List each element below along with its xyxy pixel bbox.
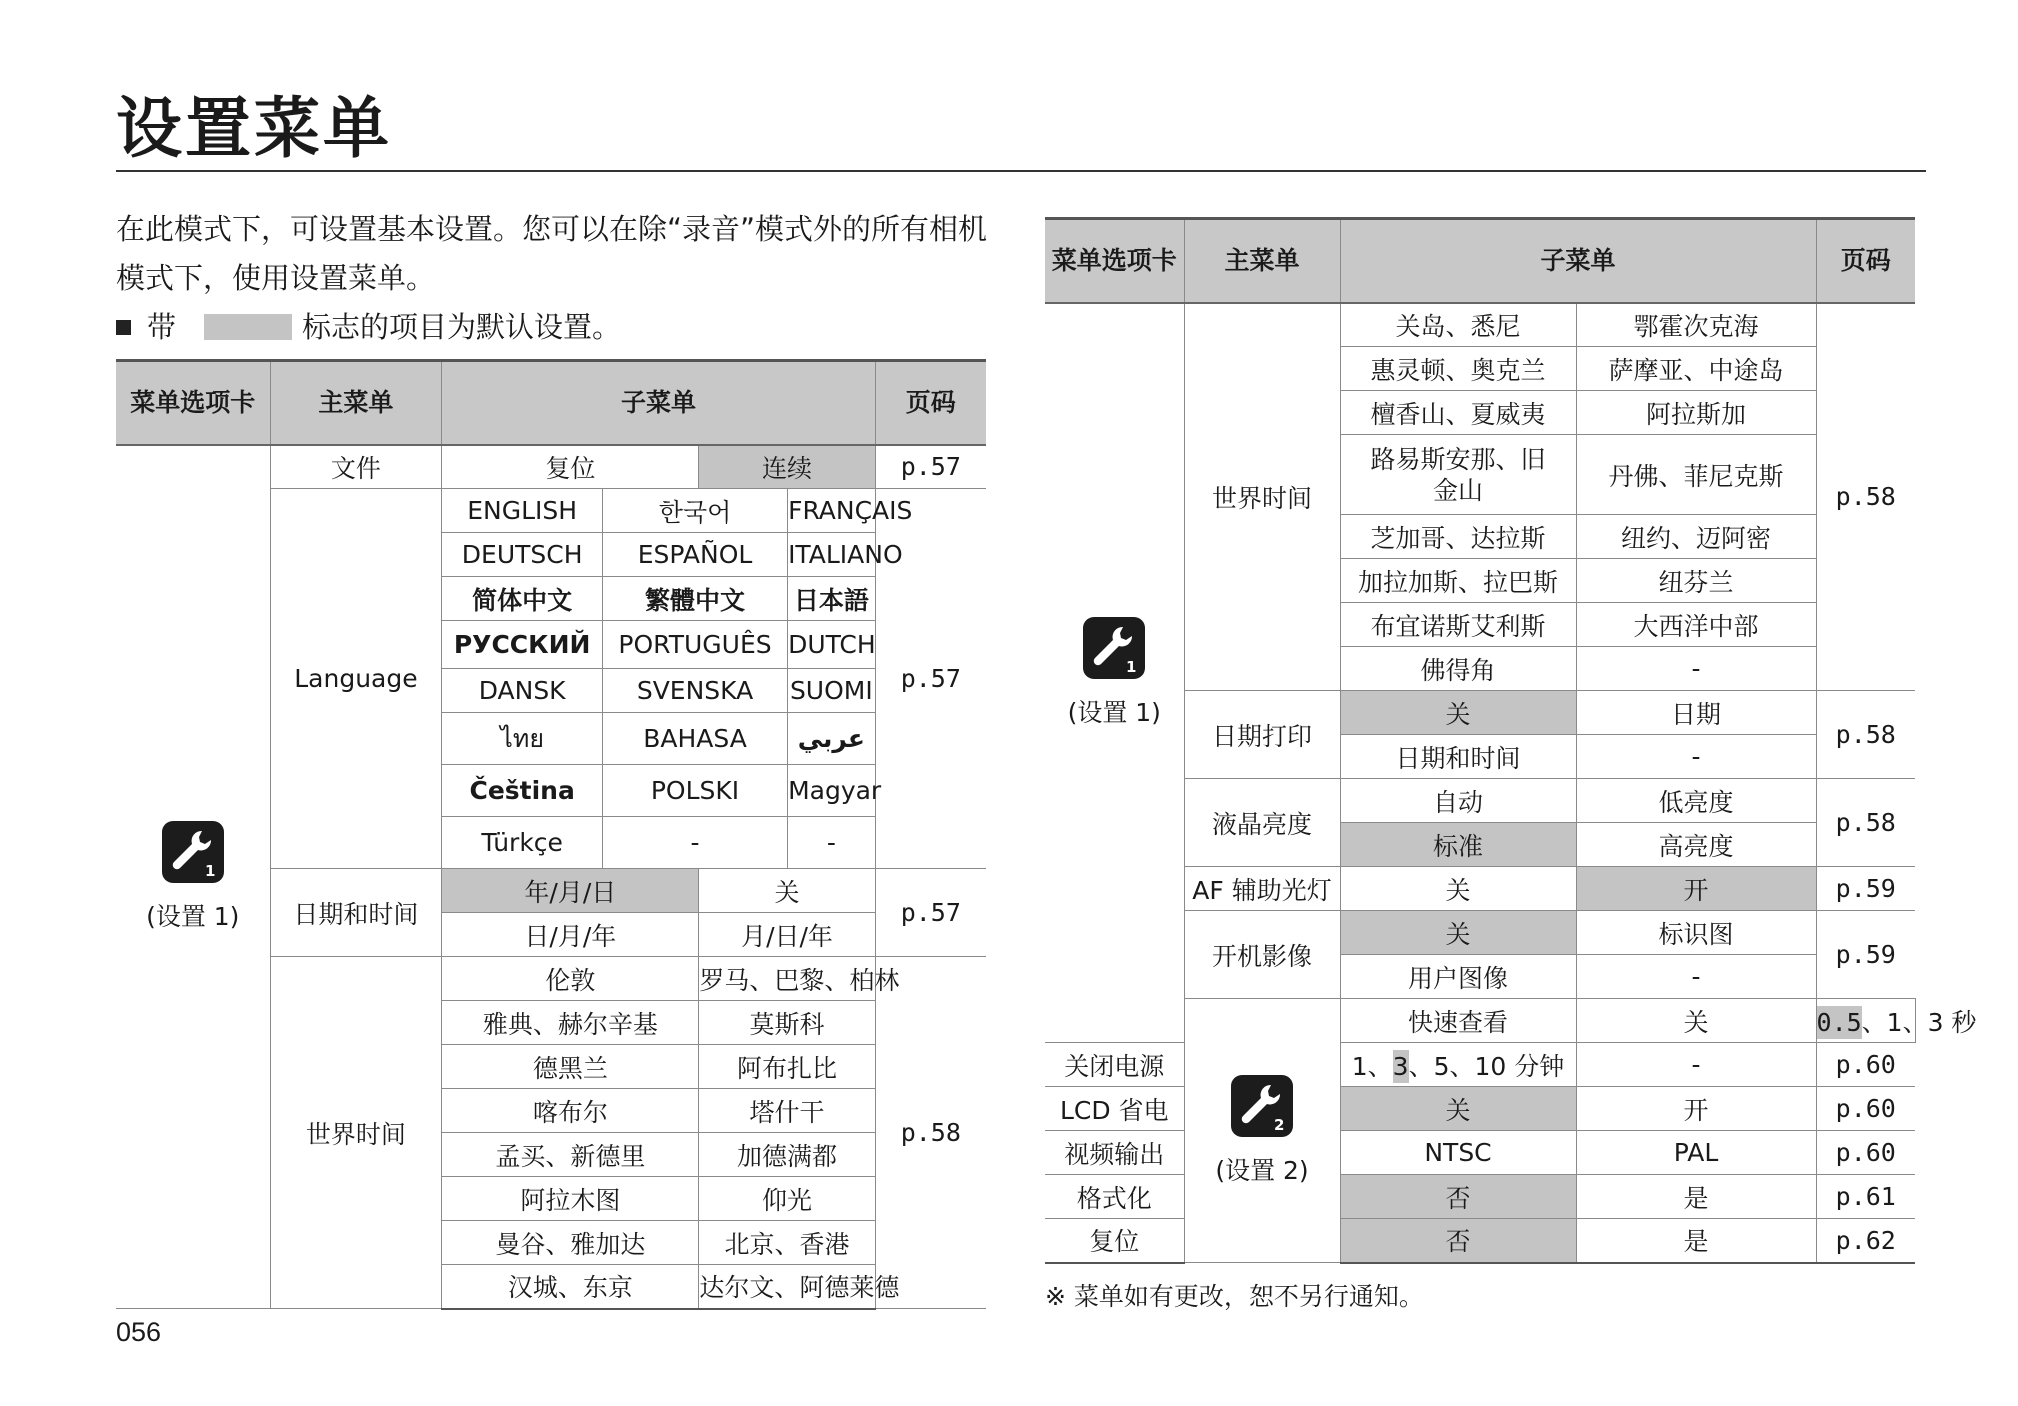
city-option: 阿布扎比 <box>699 1045 875 1089</box>
language-option: SUOMI <box>788 669 876 713</box>
language-option: FRANÇAIS <box>788 489 876 533</box>
language-option: DEUTSCH <box>442 533 603 577</box>
header-main: 主菜单 <box>1184 219 1340 303</box>
language-option: Türkçe <box>442 817 603 869</box>
wrench-icon <box>162 821 224 883</box>
page-ref: p.58 <box>1816 691 1915 779</box>
language-option: POLSKI <box>603 765 788 817</box>
page-ref: p.62 <box>1816 1219 1915 1263</box>
option-default: 关 <box>1340 911 1576 955</box>
city-option: 伦敦 <box>442 957 699 1001</box>
city-option: 鄂霍次克海 <box>1576 303 1816 347</box>
language-option: عربي <box>788 713 876 765</box>
language-option: DUTCH <box>788 621 876 669</box>
city-option: 汉城、东京 <box>442 1265 699 1309</box>
language-option: - <box>788 817 876 869</box>
header-page: 页码 <box>875 361 986 445</box>
option: 开 <box>1576 1087 1816 1131</box>
language-option: 한국어 <box>603 489 788 533</box>
page-ref: p.59 <box>1816 911 1915 999</box>
option-default: 连续 <box>699 445 875 489</box>
language-option: 简体中文 <box>442 577 603 621</box>
option: 日期 <box>1576 691 1816 735</box>
option: 用户图像 <box>1340 955 1576 999</box>
option: NTSC <box>1340 1131 1576 1175</box>
tab-setup-2 <box>1184 999 1340 1263</box>
option: 是 <box>1576 1219 1816 1263</box>
city-option: 布宜诺斯艾利斯 <box>1340 603 1576 647</box>
option: 复位 <box>442 445 699 489</box>
language-option: ITALIANO <box>788 533 876 577</box>
option: 关 <box>1576 999 1816 1043</box>
menu-af-lamp: AF 辅助光灯 <box>1184 867 1340 911</box>
wrench-icon <box>1083 617 1145 679</box>
language-option: PORTUGUÊS <box>603 621 788 669</box>
city-option: 纽芬兰 <box>1576 559 1816 603</box>
page-number: 056 <box>116 1317 162 1347</box>
language-option: DANSK <box>442 669 603 713</box>
page-ref: p.58 <box>1816 779 1915 867</box>
city-option: 莫斯科 <box>699 1001 875 1045</box>
language-option: SVENSKA <box>603 669 788 713</box>
city-option: - <box>1576 647 1816 691</box>
svg-text:1: 1 <box>204 861 216 880</box>
city-option: 路易斯安那、旧金山 <box>1340 435 1576 515</box>
city-option: 孟买、新德里 <box>442 1133 699 1177</box>
page-ref: p.57 <box>875 489 986 869</box>
bullet-square-icon <box>116 320 131 335</box>
option-default: 否 <box>1340 1219 1576 1263</box>
option: 高亮度 <box>1576 823 1816 867</box>
page-ref: p.57 <box>875 869 986 957</box>
city-option: 曼谷、雅加达 <box>442 1221 699 1265</box>
legend-suffix: 标志的项目为默认设置。 <box>302 310 622 344</box>
option-default: 开 <box>1576 867 1816 911</box>
option: 是 <box>1576 1175 1816 1219</box>
city-option: 北京、香港 <box>699 1221 875 1265</box>
city-option: 惠灵顿、奥克兰 <box>1340 347 1576 391</box>
city-option: 纽约、迈阿密 <box>1576 515 1816 559</box>
page-ref: p.60 <box>1816 1087 1915 1131</box>
option: 自动 <box>1340 779 1576 823</box>
language-option: BAHASA <box>603 713 788 765</box>
option-default: 3 <box>1392 1051 1409 1081</box>
language-option: РУССКИЙ <box>442 621 603 669</box>
page-ref: p.60 <box>1816 1043 1915 1087</box>
city-option: 阿拉斯加 <box>1576 391 1816 435</box>
menu-language: Language <box>270 489 442 869</box>
option-default: 年/月/日 <box>442 869 699 913</box>
city-option: 丹佛、菲尼克斯 <box>1576 435 1816 515</box>
page-ref: p.61 <box>1816 1175 1915 1219</box>
city-option: 关岛、悉尼 <box>1340 303 1576 347</box>
option-default: 关 <box>1340 691 1576 735</box>
menu-date-time: 日期和时间 <box>270 869 442 957</box>
menu-power-off: 关闭电源 <box>1045 1043 1184 1087</box>
header-main: 主菜单 <box>270 361 442 445</box>
city-option: 芝加哥、达拉斯 <box>1340 515 1576 559</box>
header-tab: 菜单选项卡 <box>116 361 270 445</box>
tab-setup-1 <box>1045 303 1184 1043</box>
setup-menu-table-left <box>116 359 986 1310</box>
language-option: Čeština <box>442 765 603 817</box>
option-rest: 、5、10 分钟 <box>1408 1051 1565 1081</box>
option: - <box>1576 1043 1816 1087</box>
page-ref: p.60 <box>1816 1131 1915 1175</box>
header-tab: 菜单选项卡 <box>1045 219 1184 303</box>
city-option: 佛得角 <box>1340 647 1576 691</box>
default-legend <box>116 303 621 351</box>
option: 日期和时间 <box>1340 735 1576 779</box>
language-option: Magyar <box>788 765 876 817</box>
menu-lcd-brightness: 液晶亮度 <box>1184 779 1340 867</box>
menu-video-out: 视频输出 <box>1045 1131 1184 1175</box>
menu-quick-view: 快速查看 <box>1340 999 1576 1043</box>
option: PAL <box>1576 1131 1816 1175</box>
language-option: 繁體中文 <box>603 577 788 621</box>
option-quick-view-times <box>1816 999 1977 1043</box>
city-option: 萨摩亚、中途岛 <box>1576 347 1816 391</box>
menu-file: 文件 <box>270 445 442 489</box>
header-sub: 子菜单 <box>442 361 875 445</box>
page-ref: p.58 <box>1816 303 1915 691</box>
option: 关 <box>699 869 875 913</box>
city-option: 罗马、巴黎、柏林 <box>699 957 875 1001</box>
menu-date-print: 日期打印 <box>1184 691 1340 779</box>
city-option: 阿拉木图 <box>442 1177 699 1221</box>
tab-label-setup-1: (设置 1) <box>1067 697 1161 727</box>
language-option: ENGLISH <box>442 489 603 533</box>
option-power-off-times <box>1340 1043 1576 1087</box>
menu-startup-image: 开机影像 <box>1184 911 1340 999</box>
option: 关 <box>1340 867 1576 911</box>
city-option: 加德满都 <box>699 1133 875 1177</box>
page-ref: p.57 <box>875 445 986 489</box>
option: - <box>1576 955 1816 999</box>
city-option: 檀香山、夏威夷 <box>1340 391 1576 435</box>
menu-world-time: 世界时间 <box>1184 303 1340 691</box>
menu-reset: 复位 <box>1045 1219 1184 1263</box>
language-option: 日本語 <box>788 577 876 621</box>
option: 1、 <box>1351 1051 1393 1081</box>
intro-text: 在此模式下，可设置基本设置。您可以在除“录音”模式外的所有相机模式下，使用设置菜单。 <box>116 212 988 295</box>
page-ref: p.58 <box>875 957 986 1309</box>
city-option: 喀布尔 <box>442 1089 699 1133</box>
option-default: 关 <box>1340 1087 1576 1131</box>
tab-label-setup-1: (设置 1) <box>146 901 240 931</box>
header-page: 页码 <box>1816 219 1915 303</box>
option: 日/月/年 <box>442 913 699 957</box>
language-option: - <box>603 817 788 869</box>
page-title: 设置菜单 <box>116 90 392 167</box>
option-default: 0.5 <box>1816 1007 1862 1037</box>
option-default: 标准 <box>1340 823 1576 867</box>
header-sub: 子菜单 <box>1340 219 1816 303</box>
city-option: 塔什干 <box>699 1089 875 1133</box>
menu-lcd-save: LCD 省电 <box>1045 1087 1184 1131</box>
city-option: 德黑兰 <box>442 1045 699 1089</box>
option: - <box>1576 735 1816 779</box>
footnote: ※ 菜单如有更改，恕不另行通知。 <box>1045 1282 1424 1311</box>
city-option: 雅典、赫尔辛基 <box>442 1001 699 1045</box>
menu-format: 格式化 <box>1045 1175 1184 1219</box>
city-option: 仰光 <box>699 1177 875 1221</box>
title-divider <box>116 170 1926 172</box>
svg-text:2: 2 <box>1274 1115 1285 1134</box>
page-ref: p.59 <box>1816 867 1915 911</box>
tab-label-setup-2: (设置 2) <box>1215 1155 1309 1185</box>
option: 月/日/年 <box>699 913 875 957</box>
option: 标识图 <box>1576 911 1816 955</box>
option-rest: 、1、3 秒 <box>1861 1007 1977 1037</box>
option-default: 否 <box>1340 1175 1576 1219</box>
wrench-icon <box>1231 1075 1293 1137</box>
language-option: ESPAÑOL <box>603 533 788 577</box>
city-option: 达尔文、阿德莱德 <box>699 1265 875 1309</box>
legend-prefix: 带 <box>147 310 177 344</box>
option: 低亮度 <box>1576 779 1816 823</box>
city-option: 大西洋中部 <box>1576 603 1816 647</box>
city-option: 加拉加斯、拉巴斯 <box>1340 559 1576 603</box>
default-swatch <box>204 314 292 340</box>
language-option: ไทย <box>442 713 603 765</box>
svg-text:1: 1 <box>1126 657 1137 676</box>
setup-menu-table-right <box>1045 217 1977 1264</box>
menu-world-time: 世界时间 <box>270 957 442 1309</box>
tab-setup-1 <box>116 445 270 1309</box>
